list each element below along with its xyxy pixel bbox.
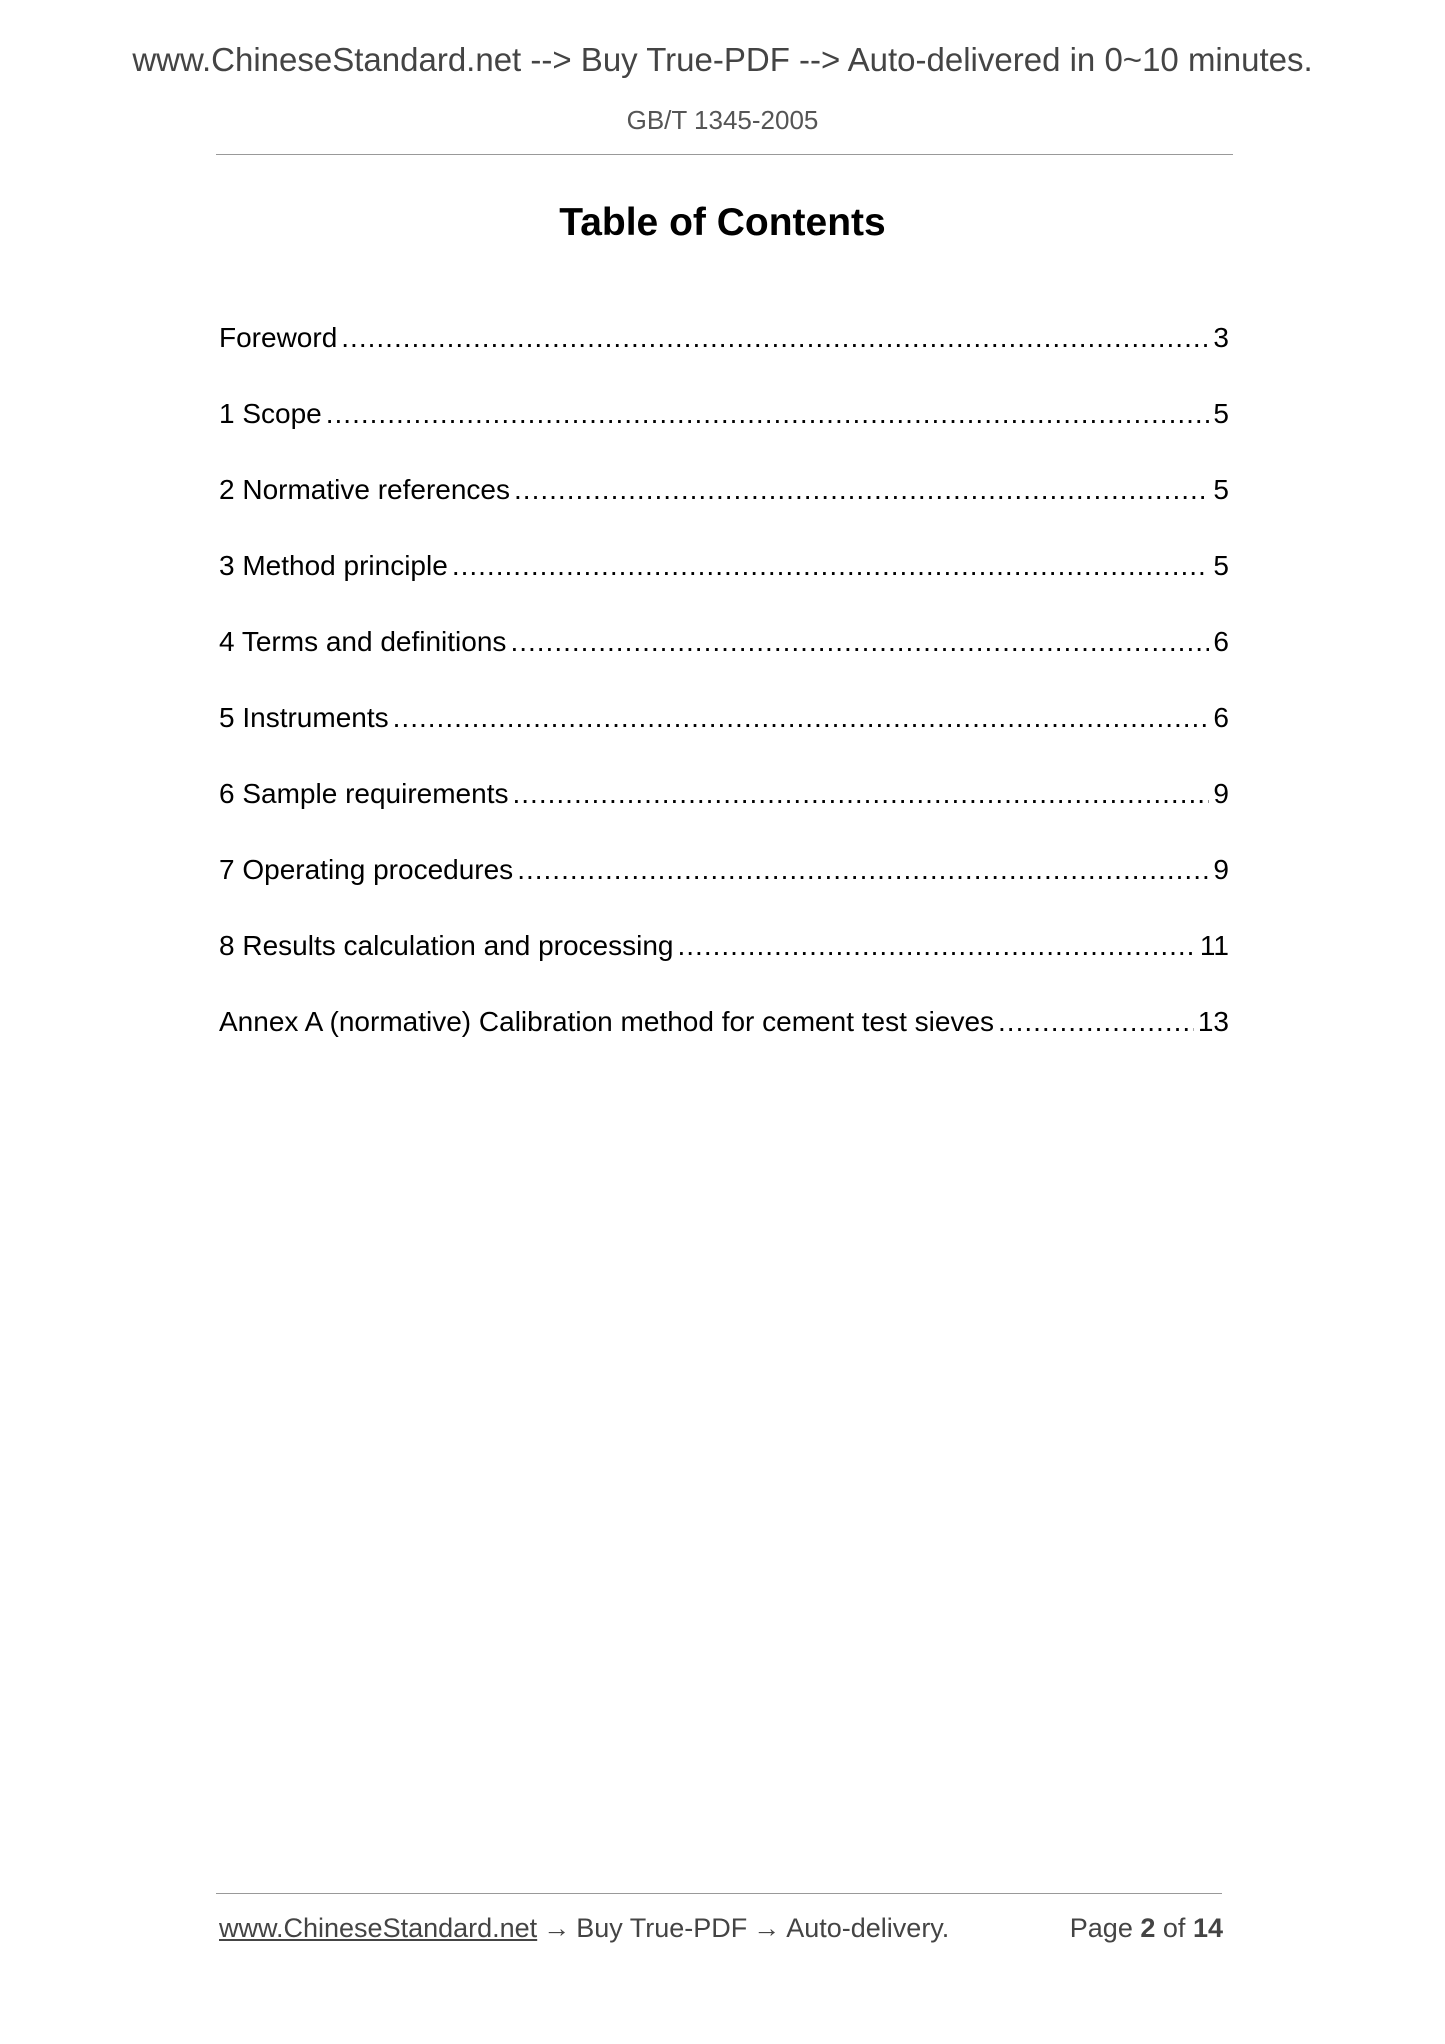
toc-dot-leader — [326, 394, 1210, 434]
toc-entry-sample-requirements[interactable] — [219, 774, 1229, 850]
toc-entry-page: 9 — [1213, 778, 1229, 809]
page-number — [1070, 1908, 1223, 1948]
toc-entry-label: 4 Terms and definitions — [219, 626, 507, 657]
footer-delivery-text: Auto-delivery. — [786, 1913, 950, 1943]
toc-entry-page: 6 — [1213, 626, 1229, 657]
standard-code: GB/T 1345-2005 — [626, 105, 819, 135]
toc-entry-terms-definitions[interactable] — [219, 622, 1229, 698]
page-current: 2 — [1140, 1913, 1156, 1943]
toc-dot-leader — [677, 926, 1195, 966]
toc-dot-leader — [510, 622, 1209, 662]
toc-entry-label: Foreword — [219, 322, 338, 353]
footer-buy-text: Buy True-PDF — [576, 1913, 748, 1943]
toc-dot-leader — [998, 1002, 1194, 1042]
toc-entry-page: 9 — [1213, 854, 1229, 885]
arrow-right-icon: → — [753, 1913, 781, 1943]
of-word: of — [1162, 1913, 1186, 1943]
toc-entry-method-principle[interactable] — [219, 546, 1229, 622]
toc-entry-annex-a[interactable] — [219, 1002, 1229, 1078]
toc-entry-label: 6 Sample requirements — [219, 778, 509, 809]
toc-entry-results-calculation[interactable] — [219, 926, 1229, 1002]
toc-dot-leader — [517, 850, 1209, 890]
toc-entry-page: 5 — [1213, 398, 1229, 429]
header-divider — [216, 154, 1233, 155]
toc-entry-scope[interactable] — [219, 394, 1229, 470]
toc-entry-label: 5 Instruments — [219, 702, 389, 733]
toc-entry-label: Annex A (normative) Calibration method for cement test sieves — [219, 1006, 995, 1037]
toc-entry-instruments[interactable] — [219, 698, 1229, 774]
page-total: 14 — [1192, 1913, 1223, 1943]
toc-entry-normative-references[interactable] — [219, 470, 1229, 546]
toc-entry-label: 7 Operating procedures — [219, 854, 514, 885]
toc-entry-page: 13 — [1197, 1006, 1229, 1037]
footer-site-link[interactable]: www.ChineseStandard.net — [219, 1913, 538, 1943]
toc-dot-leader — [393, 698, 1210, 738]
toc-dot-leader — [512, 774, 1209, 814]
toc-dot-leader — [514, 470, 1209, 510]
toc-entry-page: 3 — [1213, 322, 1229, 353]
arrow-right-icon: → — [543, 1913, 571, 1943]
toc-entry-label: 3 Method principle — [219, 550, 448, 581]
header-banner: www.ChineseStandard.net --> Buy True-PDF --> Auto-delivered in 0~10 minutes. — [132, 41, 1313, 78]
footer-divider — [216, 1893, 1222, 1894]
toc-entry-label: 8 Results calculation and processing — [219, 930, 674, 961]
toc-dot-leader — [341, 318, 1209, 358]
footer-promo — [219, 1908, 949, 1948]
toc-entry-foreword[interactable] — [219, 318, 1229, 394]
toc-list — [219, 318, 1229, 1078]
toc-entry-operating-procedures[interactable] — [219, 850, 1229, 926]
page-word: Page — [1069, 1913, 1133, 1943]
toc-dot-leader — [452, 546, 1210, 586]
toc-title: Table of Contents — [559, 201, 886, 244]
toc-entry-page: 5 — [1213, 550, 1229, 581]
toc-entry-page: 5 — [1213, 474, 1229, 505]
toc-entry-page: 6 — [1213, 702, 1229, 733]
toc-entry-label: 2 Normative references — [219, 474, 511, 505]
toc-entry-page: 11 — [1199, 930, 1229, 961]
toc-entry-label: 1 Scope — [219, 398, 322, 429]
